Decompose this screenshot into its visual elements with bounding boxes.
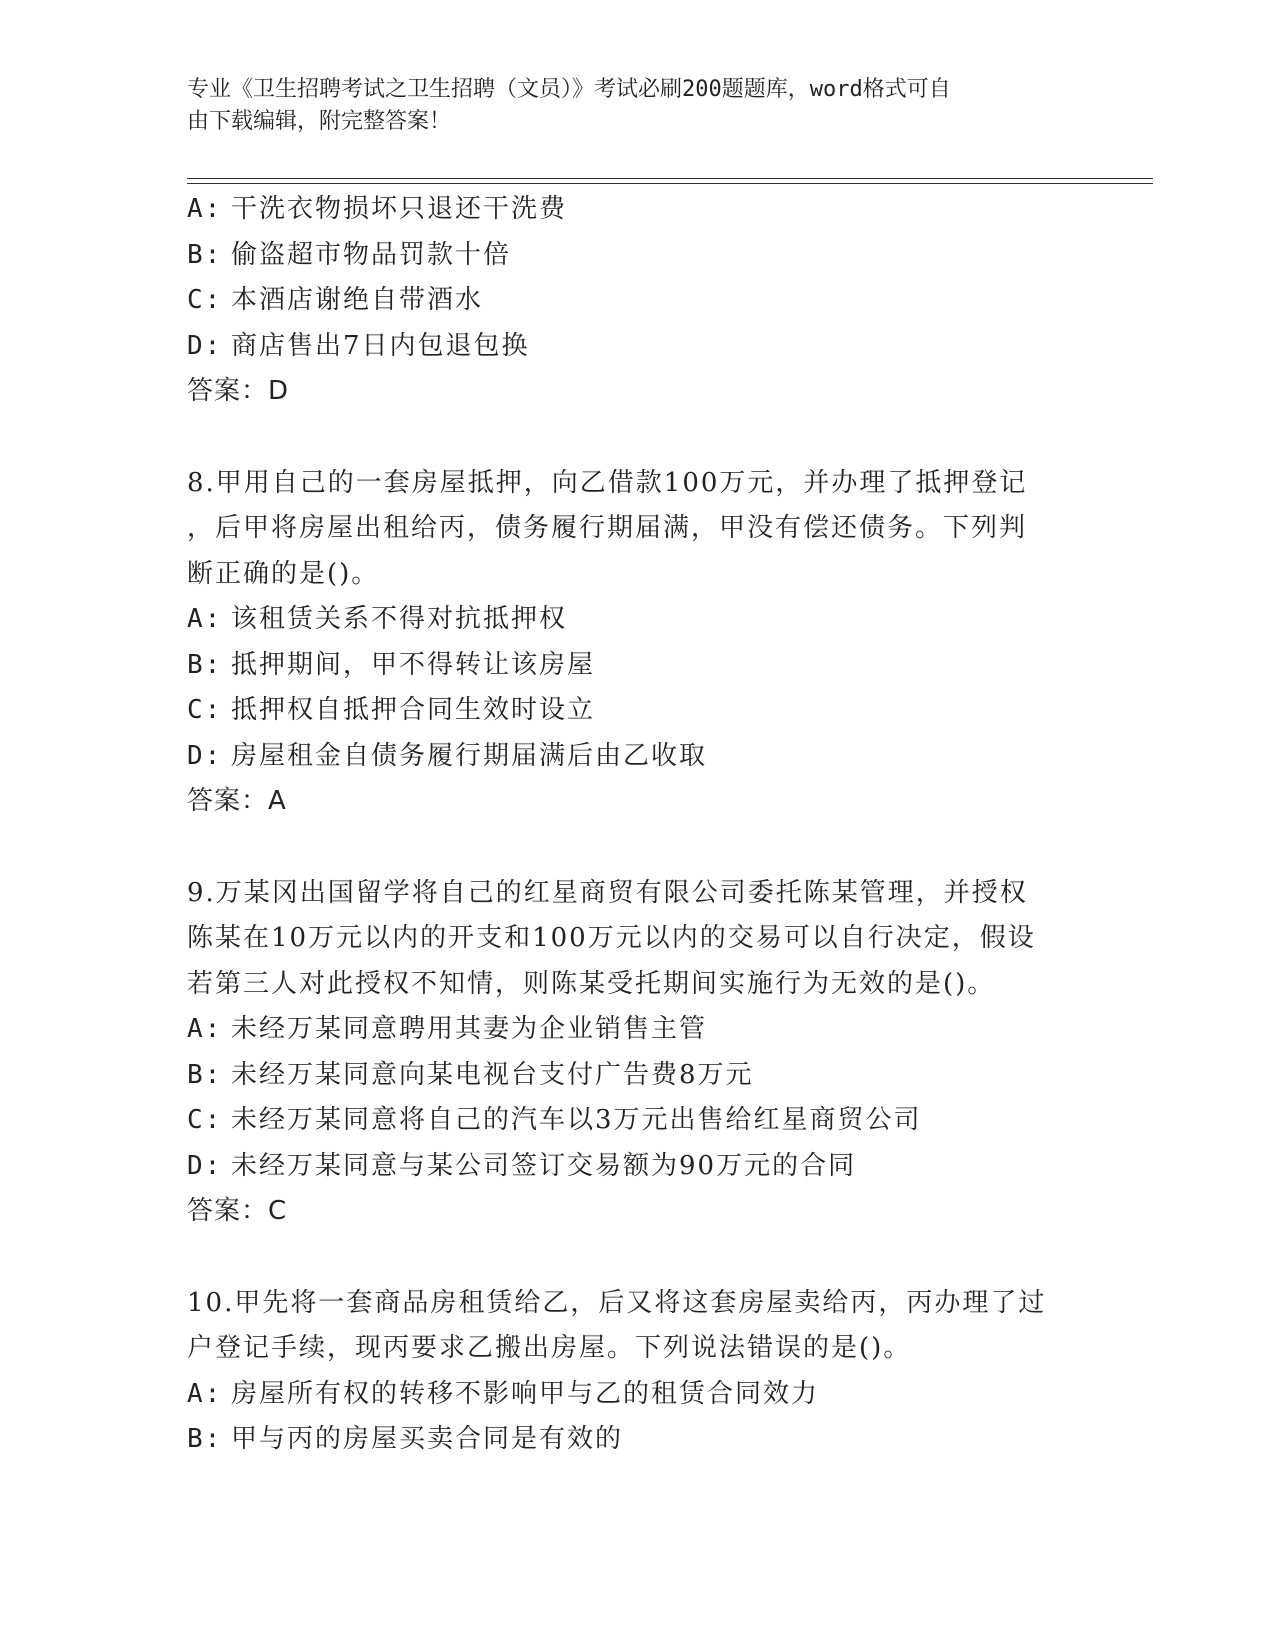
option-letter: B: [187, 649, 223, 680]
option-a [187, 1372, 1087, 1418]
option-letter: C: [187, 695, 223, 725]
option-letter: A: [187, 194, 223, 224]
option-c [187, 278, 1087, 324]
option-d [187, 1144, 1087, 1190]
document-header [187, 74, 1067, 138]
option-letter: B: [187, 1059, 223, 1090]
header-divider-bottom [187, 183, 1153, 184]
option-text: 商店售出7日内包退包换 [231, 330, 530, 361]
option-a [187, 187, 1087, 233]
option-letter: D: [187, 1150, 223, 1181]
spacer [187, 415, 1087, 461]
option-b [187, 1417, 1087, 1463]
question-list [187, 187, 1087, 1463]
option-text: 未经万某同意与某公司签订交易额为90万元的合同 [231, 1150, 857, 1181]
option-text: 抵押权自抵押合同生效时设立 [231, 695, 596, 725]
answer-line: 答案：C [187, 1196, 288, 1226]
question-stem-line: 陈某在10万元以内的开支和100万元以内的交易可以自行决定，假设 [187, 923, 1036, 953]
option-text: 干洗衣物损坏只退还干洗费 [231, 194, 568, 224]
question-9 [187, 871, 1087, 1235]
option-a [187, 597, 1087, 643]
option-letter: A: [187, 604, 223, 634]
answer-line: 答案：D [187, 376, 290, 406]
question-8 [187, 461, 1087, 825]
question-10 [187, 1281, 1087, 1463]
question-stem-line: 断正确的是()。 [187, 558, 380, 589]
option-text: 房屋所有权的转移不影响甲与乙的租赁合同效力 [231, 1378, 820, 1409]
option-text: 甲与丙的房屋买卖合同是有效的 [231, 1424, 624, 1454]
question-7 [187, 187, 1087, 415]
option-letter: C: [187, 1105, 223, 1135]
option-text: 房屋租金自债务履行期届满后由乙收取 [231, 740, 708, 771]
option-letter: D: [187, 740, 223, 771]
option-d [187, 734, 1087, 780]
option-letter: C: [187, 285, 223, 315]
question-stem-line: ，后甲将房屋出租给丙，债务履行期届满，甲没有偿还债务。下列判 [187, 513, 1028, 543]
header-divider-top [187, 178, 1153, 179]
option-c [187, 688, 1087, 734]
option-text: 未经万某同意将自己的汽车以3万元出售给红星商贸公司 [231, 1105, 922, 1135]
option-a [187, 1007, 1087, 1053]
option-text: 未经万某同意向某电视台支付广告费8万元 [231, 1059, 754, 1090]
question-stem-line: 若第三人对此授权不知情，则陈某受托期间实施行为无效的是()。 [187, 968, 996, 999]
header-line-1: 专业《卫生招聘考试之卫生招聘（文员）》考试必刷200题题库，word格式可自 [187, 77, 951, 102]
option-b [187, 233, 1087, 279]
spacer [187, 1235, 1087, 1281]
question-stem-line: 8.甲用自己的一套房屋抵押，向乙借款100万元，并办理了抵押登记 [187, 467, 1028, 498]
option-letter: B: [187, 1424, 223, 1454]
option-text: 抵押期间，甲不得转让该房屋 [231, 649, 596, 680]
option-b [187, 643, 1087, 689]
option-d [187, 324, 1087, 370]
option-text: 该租赁关系不得对抗抵押权 [231, 604, 568, 634]
question-stem-line: 9.万某冈出国留学将自己的红星商贸有限公司委托陈某管理，并授权 [187, 877, 1028, 908]
question-stem-line: 户登记手续，现丙要求乙搬出房屋。下列说法错误的是()。 [187, 1333, 912, 1363]
spacer [187, 825, 1087, 871]
option-text: 偷盗超市物品罚款十倍 [231, 239, 512, 270]
question-stem-line: 10.甲先将一套商品房租赁给乙，后又将这套房屋卖给丙，丙办理了过 [187, 1287, 1047, 1318]
option-text: 未经万某同意聘用其妻为企业销售主管 [231, 1014, 708, 1044]
answer-line: 答案：A [187, 786, 287, 816]
option-text: 本酒店谢绝自带酒水 [231, 285, 484, 315]
option-letter: D: [187, 330, 223, 361]
header-line-2: 由下载编辑，附完整答案！ [187, 109, 452, 134]
option-letter: B: [187, 239, 223, 270]
option-letter: A: [187, 1378, 223, 1409]
option-c [187, 1098, 1087, 1144]
option-b [187, 1053, 1087, 1099]
option-letter: A: [187, 1014, 223, 1044]
